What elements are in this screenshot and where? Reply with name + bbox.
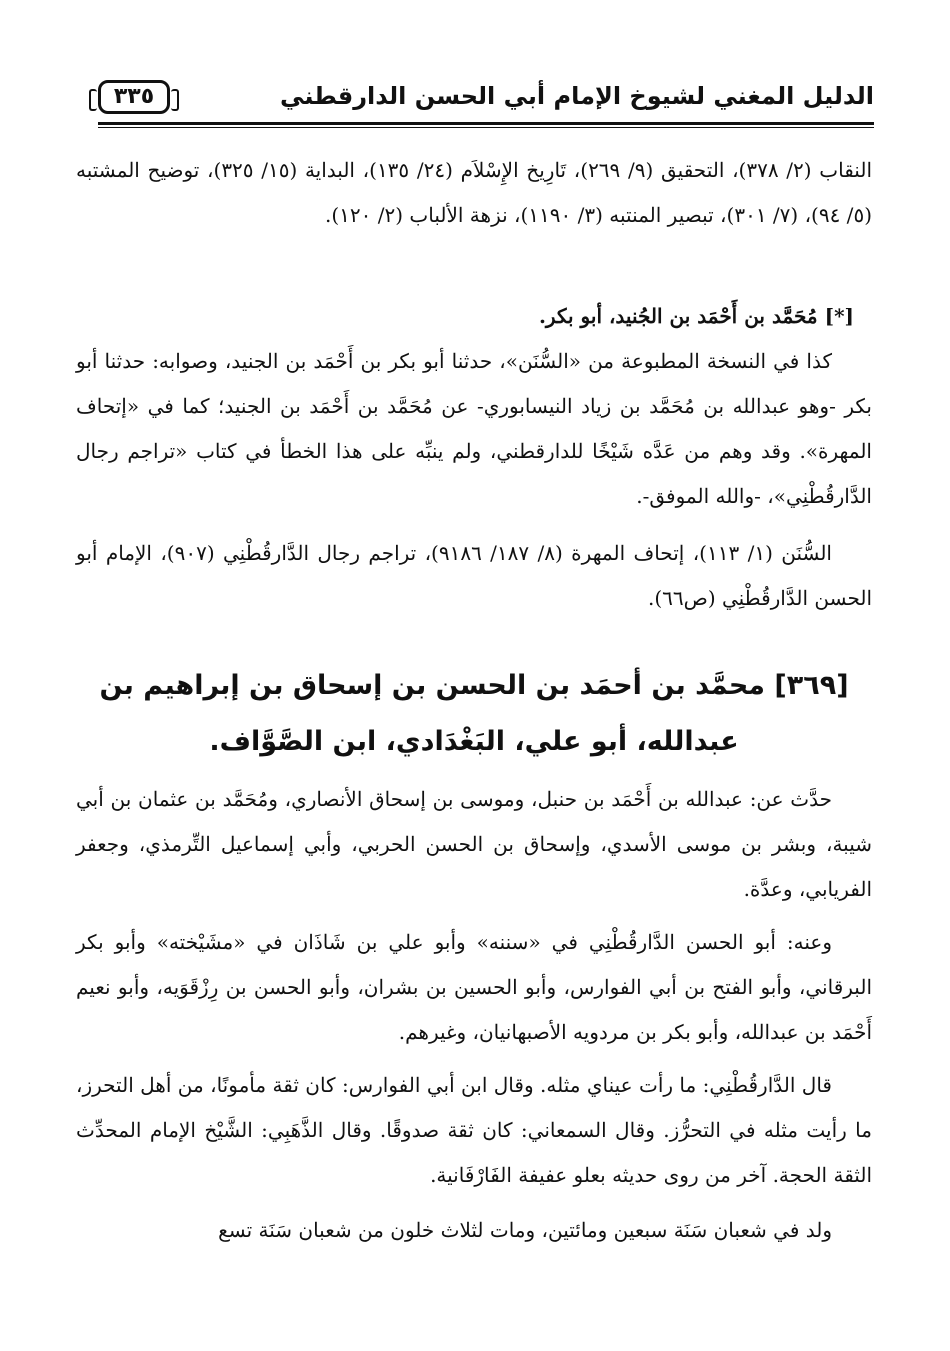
- bracketed-entry-heading: [*] مُحَمَّد بن أَحْمَد بن الجُنيد، أبو بكر.: [538, 304, 854, 328]
- running-title: الدليل المغني لشيوخ الإمام أبي الحسن الدارقطني: [280, 82, 874, 110]
- running-header: [98, 78, 874, 128]
- note-paragraph: كذا في النسخة المطبوعة من «السُّنَن»، حدثنا أبو بكر بن أَحْمَد بن الجنيد، وصوابه: حدثنا أبو بكر -وهو عبدالله بن مُحَمَّد بن زياد النيسابوري- عن مُحَمَّد بن أَحْمَد بن الجنيد؛ كما في «إتحاف المهرة». وقد وهم من عَدَّه شَيْخًا للدارقطني، ولم ينبِّه على هذا الخطأ في كتاب «تراجم رجال الدَّارقُطْنِي»، -والله الموفق-.: [76, 349, 872, 508]
- students-paragraph: وعنه: أبو الحسن الدَّارقُطْنِي في «سننه» وأبو علي بن شَاذَان في «مشَيْخته» وأبو بكر البرقاني، وأبو الفتح بن أبي الفوارس، وأبو الحسين بن بشران، وأبو الحسن بن رِزْقَوَيه، وأبو نعيم أَحْمَد بن عبدالله، وأبو بكر بن مردويه الأصبهانيان، وغيرهم.: [76, 930, 872, 1044]
- sources-paragraph-1: النقاب (٢/ ٣٧٨)، التحقيق (٩/ ٢٦٩)، تَارِيخ الإِسْلاَم (٢٤/ ١٣٥)، البداية (١٥/ ٣٢٥)، توضيح المشتبه (٥/ ٩٤)، (٧/ ٣٠١)، تبصير المنتبه (٣/ ١١٩٠)، نزهة الألباب (٢/ ١٢٠).: [76, 158, 872, 227]
- sources-paragraph-2: السُّنَن (١/ ١١٣)، إتحاف المهرة (٨/ ١٨٧/ ٩١٨٦)، تراجم رجال الدَّارقُطْنِي (٩٠٧)، الإمام أبو الحسن الدَّارقُطْنِي (ص٦٦).: [76, 541, 872, 610]
- header-rule-thin: [98, 127, 874, 128]
- gradings-paragraph: قال الدَّارقُطْنِي: ما رأت عيناي مثله. وقال ابن أبي الفوارس: كان ثقة مأمونًا، من أهل التحرز، ما رأيت مثله في التحرُّز. وقال السمعاني: كان ثقة صدوقًا. وقال الذَّهَبِي: الشَّيْخ الإمام المحدِّث الثقة الحجة. آخر من روى حديثه بعلو عفيفة الفَارْفَانية.: [76, 1073, 872, 1187]
- header-rule: [98, 122, 874, 125]
- entry-title-line-1: [٣٦٩] محمَّد بن أحمَد بن الحسن بن إسحاق بن إبراهيم بن: [99, 670, 849, 701]
- page-number-badge: ٣٣٥: [98, 80, 170, 114]
- teachers-paragraph: حدَّث عن: عبدالله بن أَحْمَد بن حنبل، وموسى بن إسحاق الأنصاري، ومُحَمَّد بن عثمان بن أبي شيبة، وبشر بن موسى الأسدي، وإسحاق بن الحسن الحربي، وأبي إسماعيل التِّرمذي، وجعفر الفريابي، وعدَّة.: [76, 787, 872, 901]
- entry-title-line-2: عبدالله، أبو علي، البَغْدَادي، ابن الصَّوَّاف.: [209, 726, 739, 757]
- birth-death-paragraph: ولد في شعبان سَنَة سبعين ومائتين، ومات لثلاث خلون من شعبان سَنَة تسع: [218, 1218, 832, 1242]
